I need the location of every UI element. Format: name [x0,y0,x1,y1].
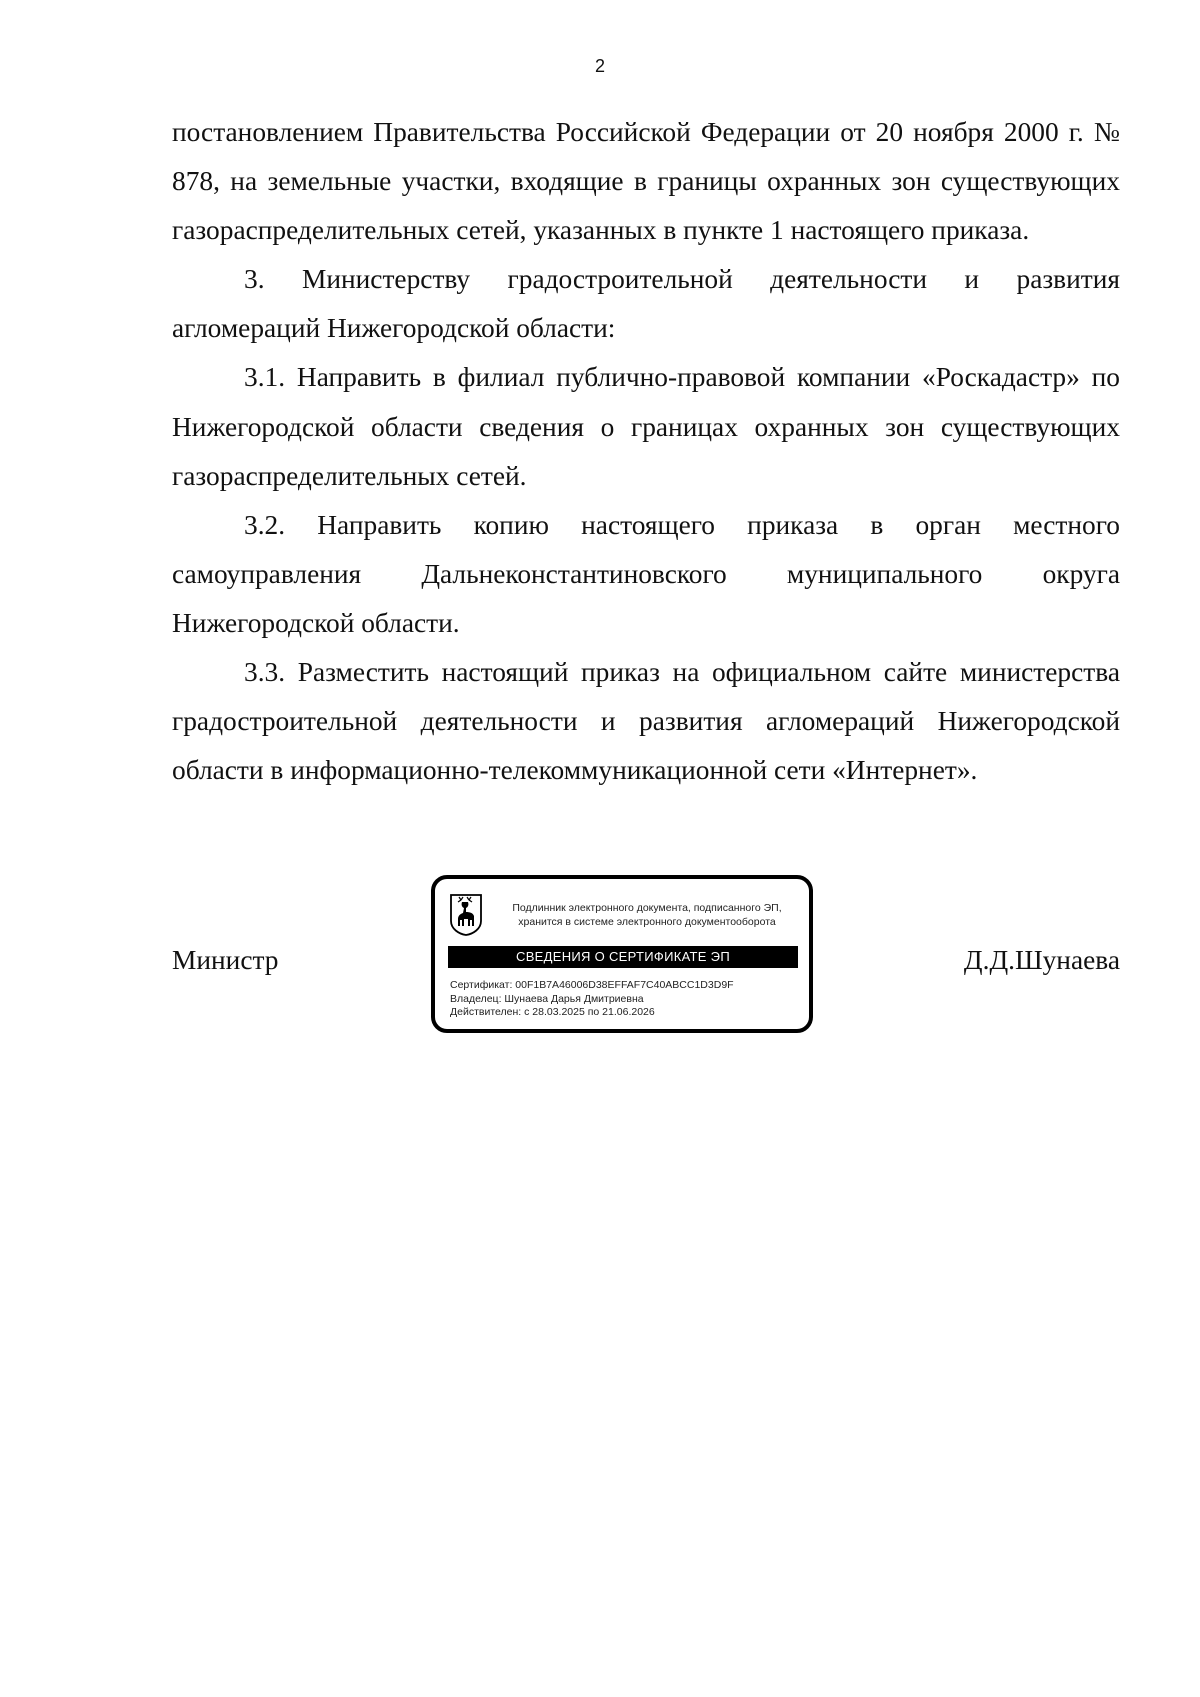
paragraph-continuation: постановлением Правительства Российской Федерации от 20 ноября 2000 г. № 878, на земельные участки, входящие в границы охранных зон существующих газораспределительных сетей, указанных в пункте 1 настоящего приказа. [172,117,1120,246]
signatory-title: Министр [172,945,279,975]
certificate-number: Сертификат: 00F1B7A46006D38EFFAF7C40ABCC1D3D9F [450,979,734,991]
certificate-owner: Владелец: Шунаева Дарья Дмитриевна [450,992,644,1005]
paragraph-item-3: 3. Министерству градостроительной деятельности и развития агломераций Нижегородской области: [172,264,1120,344]
stamp-header-line-2: хранится в системе электронного документооборота [518,916,776,928]
certificate-info-bar: СВЕДЕНИЯ О СЕРТИФИКАТЕ ЭП [448,946,798,968]
paragraph-item-3-1: 3.1. Направить в филиал публично-правовой компании «Роскадастр» по Нижегородской области сведения о границах охранных зон существующих газораспределительных сетей. [172,362,1120,491]
paragraph-item-3-2: 3.2. Направить копию настоящего приказа в орган местного самоуправления Дальнеконстантиновского муниципального округа Нижегородской области. [172,509,1120,638]
electronic-signature-stamp [431,875,813,1033]
certificate-details [450,979,800,1020]
stamp-header [497,901,797,929]
paragraph-item-3-3: 3.3. Разместить настоящий приказ на официальном сайте министерства градостроительной деятельности и развития агломераций Нижегородской области в информационно-телекоммуникационной сети «Интернет». [172,657,1120,786]
page-number: 2 [594,56,605,76]
signatory-name: Д.Д.Шунаева [963,945,1120,975]
nizhny-novgorod-deer-emblem-icon [449,893,483,937]
certificate-validity: Действителен: с 28.03.2025 по 21.06.2026 [450,1006,655,1018]
document-body [172,108,1120,795]
stamp-header-line-1: Подлинник электронного документа, подписанного ЭП, [512,902,782,914]
